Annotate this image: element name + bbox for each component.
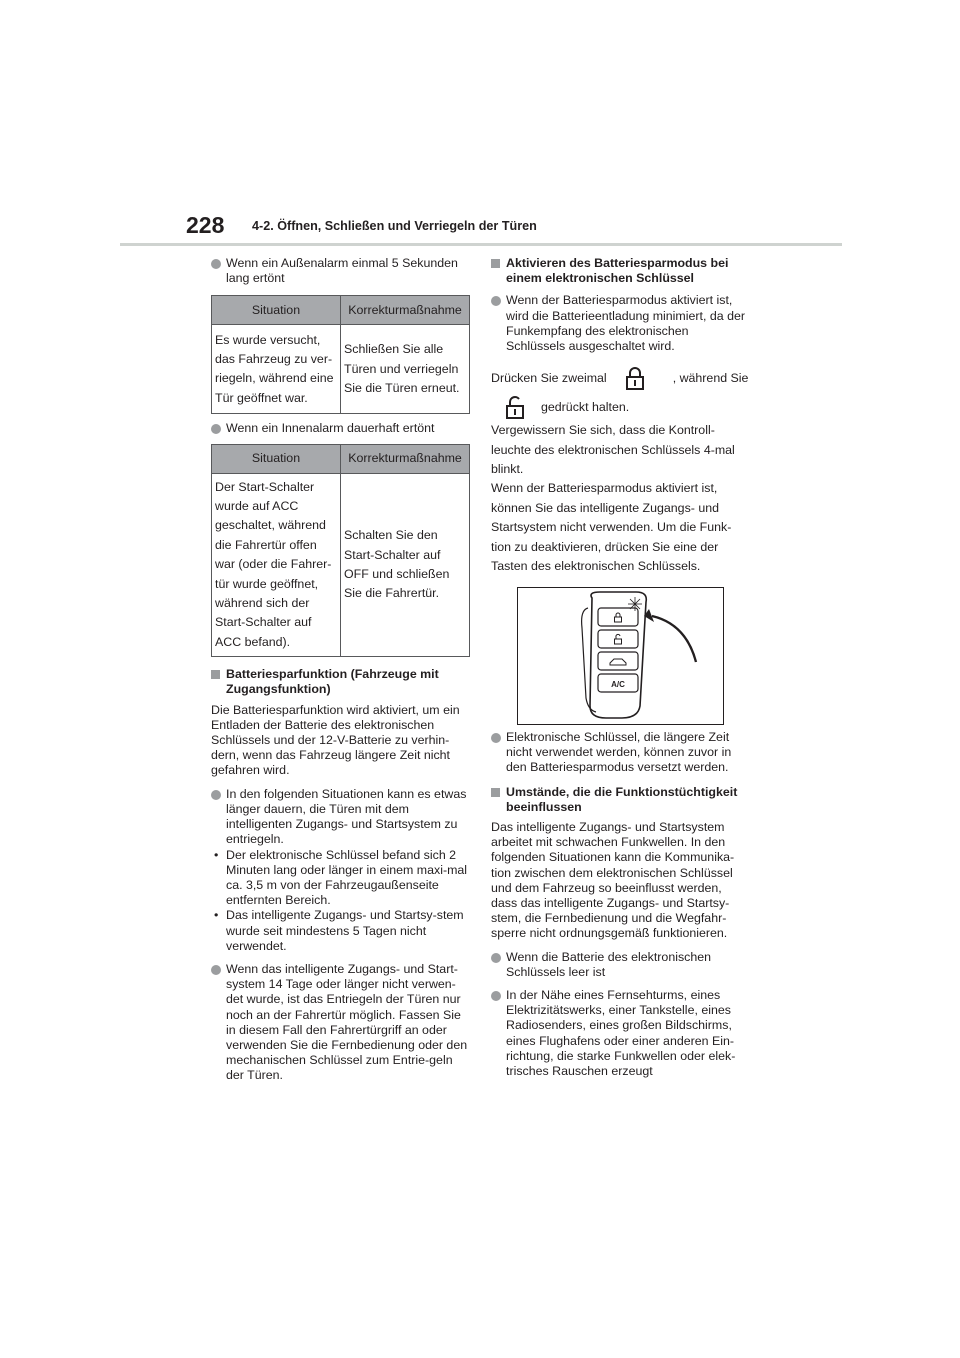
section-marker-icon [211, 670, 220, 679]
bullet-longer-unlock: In den folgenden Situationen kann es etwas länger dauern, die Türen mit dem intelligenten Zugangs- und Startsystem zu entriegeln. [211, 787, 469, 848]
paragraph-indicator-blink: Vergewissern Sie sich, dass die Kontroll-leuchte des elektronischen Schlüssels 4-mal blinkt. [491, 423, 735, 477]
bullet-inner-alarm: Wenn ein Innenalarm dauerhaft ertönt [211, 421, 469, 436]
bullet-icon [491, 953, 501, 963]
section-marker-icon [491, 259, 500, 268]
press-instruction: Drücken Sie zweimal , während Sie gedrückt halten. Vergewissern Sie sich, dass die Kontroll-leuchte des elektronischen Schlüssels 4-mal blinkt. Wenn der Batteriesparmodus aktiviert ist, können Sie das intelligente Zugangs- und Startsystem nicht verwenden. Um die Funk-tion zu deaktivieren, drücken Sie eine der Tasten des elektronischen Schlüssels. [491, 363, 749, 576]
heading-key-battery-save: Aktivieren des Batteriesparmodus bei einem elektronischen Schlüssel [491, 256, 749, 286]
paragraph-battery-save: Die Batteriesparfunktion wird aktiviert, um ein Entladen der Batterie des elektronischen Schlüssels und der 12-V-Batterie zu verhin-dern, wenn das Fahrzeug längere Zeit nicht gefahren wird. [211, 702, 460, 778]
bullet-icon [491, 991, 501, 1001]
bullet-icon [491, 733, 501, 743]
sub-item-key-range: • Der elektronische Schlüssel befand sich 2 Minuten lang oder länger in einem maxi-mal ca. 3,5 m von der Fahrzeugaußenseite entfernten Bereich. [214, 847, 468, 908]
left-column [211, 256, 469, 1084]
bullet-icon [491, 296, 501, 306]
right-column-lower [491, 730, 749, 1079]
bullet-battery-save-mode: Wenn der Batteriesparmodus aktiviert ist, wird die Batterieentladung minimiert, da der Funkempfang des elektronischen Schlüssels ausgeschaltet wird. [491, 293, 749, 354]
unlock-icon [505, 395, 525, 419]
lock-icon [625, 366, 645, 390]
bullet-outer-alarm: Wenn ein Außenalarm einmal 5 Sekunden lang ertönt [211, 256, 469, 286]
bullet-battery-empty: Wenn die Batterie des elektronischen Schlüssels leer ist [491, 950, 749, 980]
bullet-icon [211, 790, 221, 800]
electronic-key-illustration [518, 588, 723, 724]
bullet-icon [211, 424, 221, 434]
table-header-action: Korrekturmaßnahme [341, 296, 470, 325]
paragraph-deactivate: Wenn der Batteriesparmodus aktiviert ist, können Sie das intelligente Zugangs- und Startsystem nicht verwenden. Um die Funk-tion zu deaktivieren, drücken Sie eine der Tasten des elektronischen Schlüssels. [491, 481, 732, 574]
chapter-title: 4-2. Öffnen, Schließen und Verriegeln der Türen [252, 219, 537, 233]
bullet-icon [211, 965, 221, 975]
page-number: 228 [186, 212, 225, 238]
heading-battery-save: Batteriesparfunktion (Fahrzeuge mit Zugangsfunktion) [211, 667, 469, 697]
press-arrow-icon [652, 616, 696, 662]
table-cell-action: Schalten Sie den Start-Schalter auf OFF und schließen Sie die Fahrertür. [341, 473, 470, 657]
bullet-icon [211, 259, 221, 269]
table-header-action: Korrekturmaßnahme [341, 444, 470, 473]
electronic-key-figure [517, 587, 724, 725]
table-outer-alarm [211, 295, 470, 414]
table-inner-alarm [211, 444, 470, 658]
table-header-situation: Situation [212, 296, 341, 325]
right-column [491, 256, 749, 576]
bullet-strong-waves: In der Nähe eines Fernsehturms, eines Elektrizitätswerks, einer Tankstelle, eines Radiosenders, eines großen Bildschirms, eines Flughafens oder einer anderen Ein-richtung, die starke Funkwellen oder elek-trisches Rauschen erzeugt [491, 988, 749, 1079]
press-burst-icon [628, 597, 642, 611]
sub-item-system-unused: • Das intelligente Zugangs- und Startsy-stem wurde seit mindestens 5 Tagen nicht verwendet. [214, 908, 464, 953]
table-cell-situation: Es wurde versucht, das Fahrzeug zu ver-riegeln, während eine Tür geöffnet war. [212, 325, 341, 414]
table-cell-action: Schließen Sie alle Türen und verriegeln Sie die Türen erneut. [341, 325, 470, 414]
table-header-situation: Situation [212, 444, 341, 473]
ac-button-label: A/C [611, 680, 625, 689]
bullet-14-days: Wenn das intelligente Zugangs- und Start-system 14 Tage oder länger nicht verwen-det wurde, ist das Entriegeln der Türen nur noch an der Fahrertür möglich. Fassen Sie in diesem Fall den Fahrertürgriff an oder verwenden Sie die Fernbedienung oder den mechanischen Schlüssel zum Entrie-geln der Türen. [211, 962, 469, 1084]
bullet-unused-keys: Elektronische Schlüssel, die längere Zeit nicht verwendet werden, können zuvor in den Batteriesparmodus versetzt werden. [491, 730, 749, 776]
section-marker-icon [491, 788, 500, 797]
heading-conditions: Umstände, die die Funktionstüchtigkeit beeinflussen [491, 785, 749, 815]
table-cell-situation: Der Start-Schalter wurde auf ACC geschaltet, während die Fahrertür offen war (oder die Fahrer-tür wurde geöffnet, während sich der Start-Schalter auf ACC befand). [212, 473, 341, 657]
header-rule [120, 243, 842, 246]
paragraph-radio-waves: Das intelligente Zugangs- und Startsystem arbeitet mit schwachen Funkwellen. In den folgenden Situationen kann die Kommunika-tion zwischen dem elektronischen Schlüssel und dem Fahrzeug so beeinflusst werden, dass das intelligente Zugangs- und Startsy-stem, die Fernbedienung und die Wegfahr-sperre nicht ordnungsgemäß funktionieren. [491, 820, 735, 941]
